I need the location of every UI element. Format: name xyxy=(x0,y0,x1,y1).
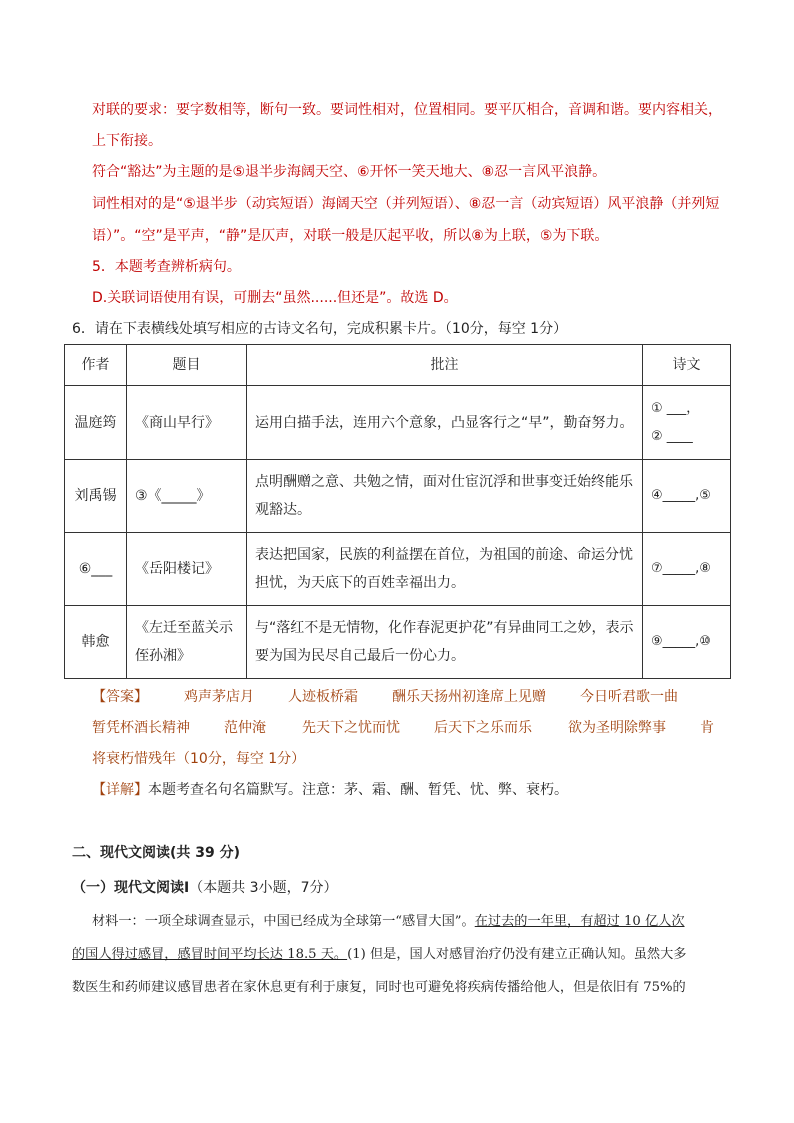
material-text: 材料一：一项全球调查显示，中国已经成为全球第一“感冒大国”。 xyxy=(92,914,475,929)
answer-item: 鸡声茅店月 xyxy=(184,689,254,705)
row-poem xyxy=(643,386,731,460)
row-author-blank[interactable]: ⑥___ xyxy=(65,533,127,606)
q6-title: 6．请在下表横线处填写相应的古诗文名句，完成积累卡片。（10分，每空 1分） xyxy=(72,321,568,337)
q5-answer: D.关联词语使用有误，可删去“虽然......但还是”。故选 D。 xyxy=(92,290,458,306)
subsection-note: （本题共 3小题，7分） xyxy=(189,880,338,896)
material-para-line-2 xyxy=(72,945,687,965)
answer-label: 【答案】 xyxy=(92,689,148,705)
answer-line-2 xyxy=(92,718,732,738)
table-row xyxy=(65,533,731,606)
answer-item: 先天下之忧而忧 xyxy=(302,720,400,736)
header-poem: 诗文 xyxy=(643,345,731,386)
subsection-label: （一）现代文阅读Ⅰ xyxy=(72,880,190,896)
accumulation-card-table xyxy=(64,344,731,679)
answer-item: 暂凭杯酒长精神 xyxy=(92,720,190,736)
row-title-blank[interactable]: ③《_____》 xyxy=(127,460,247,533)
explain-line-5: 语）”。“空”是平声，“静”是仄声，对联一般是仄起平收，所以⑧为上联，⑤为下联。 xyxy=(92,228,609,244)
poem-blank-1[interactable]: ① ___， xyxy=(651,400,700,416)
row-note: 与“落红不是无情物，化作春泥更护花”有异曲同工之妙，表示要为国为民尽自己最后一份心力。 xyxy=(247,606,643,679)
row-poem-blank[interactable]: ④_____,⑤ xyxy=(643,460,731,533)
material-underlined: 的国人得过感冒，感冒时间平均长达 18.5 天。 xyxy=(72,947,348,962)
detail-text: 本题考查名句名篇默写。注意：茅、霜、酬、暂凭、忧、弊、衰朽。 xyxy=(148,782,568,798)
poem-blank-2[interactable]: ② ____ xyxy=(651,428,693,444)
header-author: 作者 xyxy=(65,345,127,386)
answer-item: 肯 xyxy=(700,720,714,736)
row-poem-blank[interactable]: ⑨_____,⑩ xyxy=(643,606,731,679)
material-para-line-3: 数医生和药师建议感冒患者在家休息更有利于康复，同时也可避免将疾病传播给他人，但是依旧有 75%的 xyxy=(72,980,686,995)
subsection-title xyxy=(72,878,337,898)
answer-line-1 xyxy=(92,687,732,707)
table-header-row xyxy=(65,345,731,386)
row-note: 点明酬赠之意、共勉之情，面对仕宦沉浮和世事变迁始终能乐观豁达。 xyxy=(247,460,643,533)
row-author: 温庭筠 xyxy=(65,386,127,460)
explain-line-4: 词性相对的是“⑤退半步（动宾短语）海阔天空（并列短语）、⑧忍一言（动宾短语）风平浪静（并列短 xyxy=(92,196,720,212)
header-note: 批注 xyxy=(247,345,643,386)
detail-line xyxy=(92,780,568,800)
header-title: 题目 xyxy=(127,345,247,386)
row-note: 表达把国家，民族的利益摆在首位，为祖国的前途、命运分忧担忧，为天底下的百姓幸福出力。 xyxy=(247,533,643,606)
row-author: 韩愈 xyxy=(65,606,127,679)
explain-line-1: 对联的要求：要字数相等，断句一致。要词性相对，位置相同。要平仄相合，音调和谐。要内容相关， xyxy=(92,102,722,118)
answer-tail: 将衰朽惜残年（10分，每空 1分） xyxy=(92,751,306,767)
material-para-line-1 xyxy=(92,912,685,932)
row-title: 《商山早行》 xyxy=(127,386,247,460)
material-underlined: 在过去的一年里，有超过 10 亿人次 xyxy=(474,914,685,929)
answer-item: 人迹板桥霜 xyxy=(288,689,358,705)
table-row xyxy=(65,386,731,460)
q5-title: 5．本题考查辨析病句。 xyxy=(92,259,241,275)
explain-line-3: 符合“豁达”为主题的是⑤退半步海阔天空、⑥开怀一笑天地大、⑧忍一言风平浪静。 xyxy=(92,164,607,180)
answer-item: 酬乐天扬州初逢席上见赠 xyxy=(392,689,546,705)
answer-item: 后天下之乐而乐 xyxy=(434,720,532,736)
section-2-title: 二、现代文阅读(共 39 分) xyxy=(72,845,241,861)
row-author: 刘禹锡 xyxy=(65,460,127,533)
row-title: 《岳阳楼记》 xyxy=(127,533,247,606)
answer-item: 欲为圣明除弊事 xyxy=(568,720,666,736)
row-note: 运用白描手法，连用六个意象，凸显客行之“早”，勤奋努力。 xyxy=(247,386,643,460)
answer-item: 今日听君歌一曲 xyxy=(580,689,678,705)
detail-label: 【详解】 xyxy=(92,782,148,798)
table-row xyxy=(65,460,731,533)
answer-item: 范仲淹 xyxy=(224,720,266,736)
row-poem-blank[interactable]: ⑦_____,⑧ xyxy=(643,533,731,606)
explain-line-2: 上下衔接。 xyxy=(92,133,162,149)
table-row xyxy=(65,606,731,679)
row-title: 《左迁至蓝关示侄孙湘》 xyxy=(127,606,247,679)
material-text: (1) 但是，国人对感冒治疗仍没有建立正确认知。虽然大多 xyxy=(347,947,687,962)
